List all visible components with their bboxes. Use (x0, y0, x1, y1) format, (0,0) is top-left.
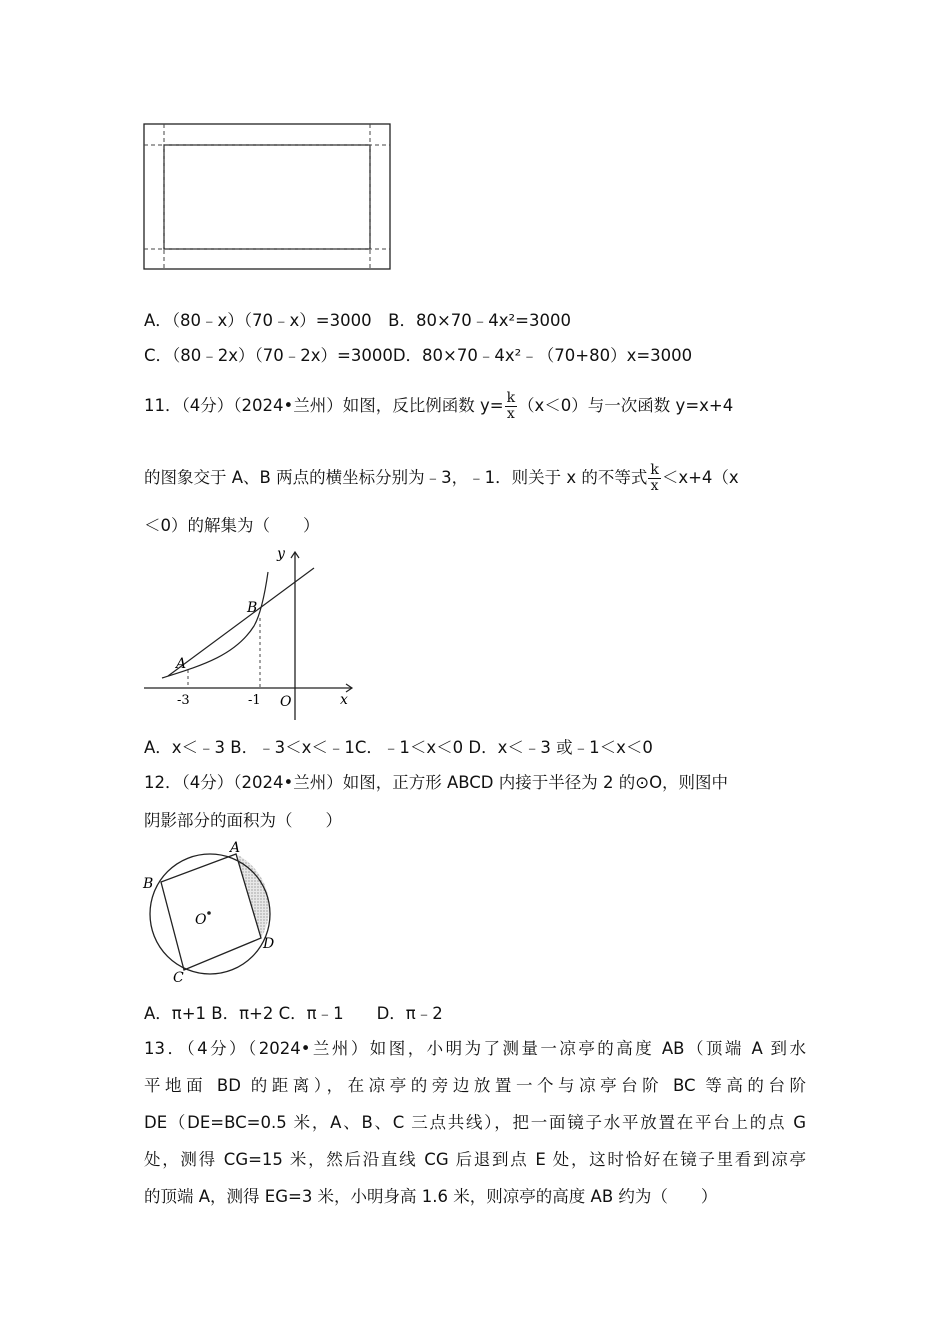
y-axis-label: y (277, 546, 285, 562)
q11-fraction-2 (648, 463, 660, 494)
q13-line-4: 处，测得 CG=15 米，然后沿直线 CG 后退到点 E 处，这时恰好在镜子里看到凉亭 (144, 1150, 806, 1169)
fraction-numerator: k (650, 462, 659, 478)
vertex-b-label: B (143, 876, 154, 892)
fraction-denominator: x (650, 478, 659, 494)
point-a-label: A (176, 656, 187, 672)
q12-line-2: 阴影部分的面积为（ ） (144, 811, 342, 830)
q12-circle-square-figure (140, 838, 290, 986)
fraction-numerator: k (506, 390, 516, 406)
vertex-d-label: D (263, 936, 275, 952)
q11-fraction (505, 391, 517, 422)
fraction-denominator: x (506, 406, 515, 422)
origin-label: O (280, 694, 292, 710)
q13-line-5: 的顶端 A，测得 EG=3 米，小明身高 1.6 米，则凉亭的高度 AB 约为（ ） (144, 1187, 718, 1206)
point-b-label: B (247, 600, 258, 616)
center-o-label: O (195, 912, 207, 928)
q11-line-2 (144, 458, 739, 498)
q11-text-a: 11．（4分）（2024•兰州）如图，反比例函数 y= (144, 396, 504, 415)
tick-label-neg3: -3 (177, 693, 190, 708)
q11-text-b: （x＜0）与一次函数 y=x+4 (518, 396, 734, 415)
q11-line-1 (144, 386, 733, 426)
q11-function-graph (140, 544, 360, 722)
q12-options: A．π+1 B．π+2 C．π﹣1 D．π﹣2 (144, 1004, 443, 1023)
vertex-c-label: C (173, 970, 184, 986)
q12-line-1: 12．（4分）（2024•兰州）如图，正方形 ABCD 内接于半径为 2 的⊙O，则图中 (144, 773, 729, 792)
q11-text-c: 的图象交于 A、B 两点的横坐标分别为﹣3，﹣1．则关于 x 的不等式 (144, 468, 648, 487)
q13-line-2: 平地面 BD 的距离），在凉亭的旁边放置一个与凉亭台阶 BC 等高的台阶 (144, 1076, 806, 1095)
q13-line-1: 13．（4分）（2024•兰州）如图，小明为了测量一凉亭的高度 AB（顶端 A 到水 (144, 1039, 806, 1058)
q13-line-3: DE（DE=BC=0.5 米，A、B、C 三点共线），把一面镜子水平放置在平台上的点 G (144, 1113, 806, 1132)
q10-options-cd: C．（80﹣2x）（70﹣2x）=3000D．80×70﹣4x²﹣（70+80）x=3000 (144, 346, 693, 365)
q10-rectangle-figure (140, 120, 396, 276)
q11-line-3: ＜0）的解集为（ ） (144, 516, 320, 535)
tick-label-neg1: -1 (248, 693, 261, 708)
vertex-a-label: A (230, 840, 241, 856)
q10-options-ab: A．（80﹣x）（70﹣x）=3000 B．80×70﹣4x²=3000 (144, 311, 571, 330)
x-axis-label: x (340, 692, 348, 708)
q11-options: A．x＜﹣3 B．﹣3＜x＜﹣1C．﹣1＜x＜0 D．x＜﹣3 或﹣1＜x＜0 (144, 738, 653, 757)
q11-text-d: ＜x+4（x (661, 468, 739, 487)
